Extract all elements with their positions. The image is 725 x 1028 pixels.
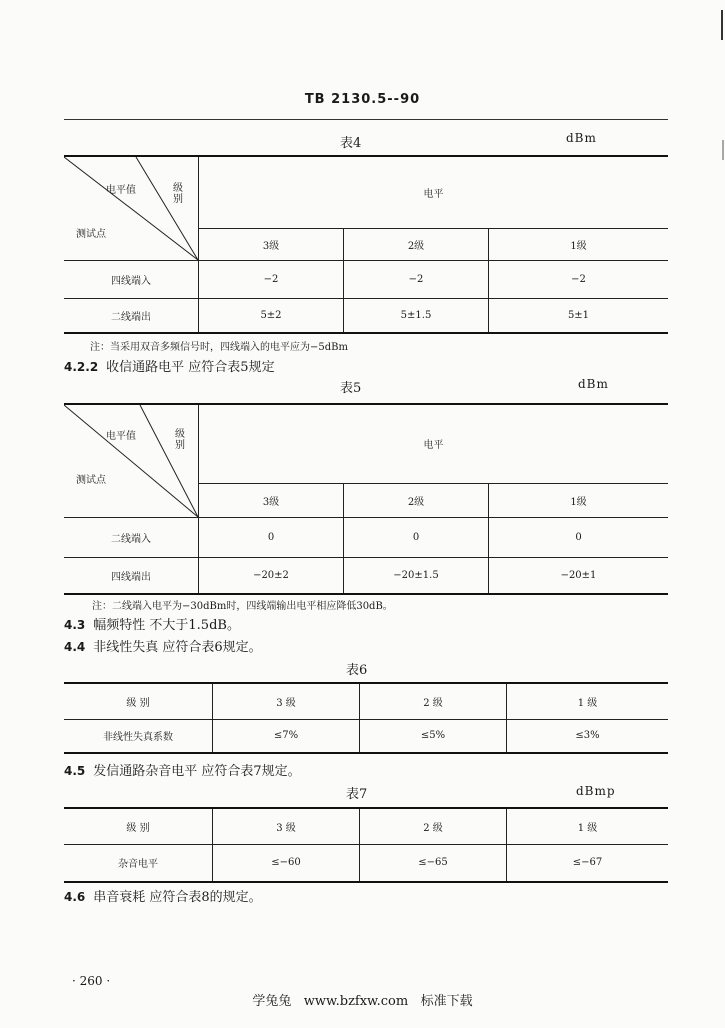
section-4-3: [64, 614, 240, 633]
table6-val2: ≤5%: [360, 719, 507, 753]
table5-corner-cell: [64, 404, 199, 518]
section-text: 串音衰耗 应符合表8的规定。: [93, 890, 262, 905]
table6-header-label: 级 别: [64, 683, 213, 719]
table7-unit: dBmp: [576, 784, 616, 798]
table4: [64, 155, 668, 334]
table4-row2-val1: 5±1: [489, 299, 669, 333]
table7-col-1: 1 级: [507, 808, 669, 844]
table6-val1: ≤3%: [507, 719, 669, 753]
header-rule: [64, 119, 668, 120]
table4-corner-cell: [64, 156, 199, 261]
section-number: 4.3: [64, 618, 86, 632]
table4-row2-val2: 5±1.5: [344, 299, 489, 333]
table4-corner-grade: 级别: [173, 183, 183, 205]
footer-watermark: 学兔兔 www.bzfxw.com 标准下载: [252, 994, 473, 1009]
table5-corner-grade: 级别: [175, 429, 185, 451]
table5-row1-label: 二线端入: [64, 518, 199, 558]
table6-val3: ≤7%: [213, 719, 360, 753]
table7-val1: ≤−67: [507, 844, 669, 882]
table5-row1-val2: 0: [344, 518, 489, 558]
table7-col-3: 3 级: [213, 808, 360, 844]
table7-val3: ≤−60: [213, 844, 360, 882]
table4-diagonal-lines: [64, 157, 198, 260]
section-number: 4.2.2: [64, 360, 99, 374]
table5-row2-val3: −20±2: [199, 558, 344, 594]
table4-note: 注：当采用双音多频信号时，四线端入的电平应为−5dBm: [90, 342, 348, 353]
table4-corner-level-value: 电平值: [106, 185, 136, 196]
table7-caption: 表7: [346, 787, 368, 802]
section-text: 收信通路电平 应符合表5规定: [106, 360, 275, 375]
table-row: [64, 518, 668, 558]
table6-col-2: 2 级: [360, 683, 507, 719]
table5-corner-test-point: 测试点: [76, 475, 106, 486]
table4-caption: 表4: [340, 136, 362, 151]
table7-col-2: 2 级: [360, 808, 507, 844]
table4-col-2: 2级: [344, 228, 489, 260]
table5-unit: dBm: [578, 377, 609, 391]
table5-row1-val1: 0: [489, 518, 669, 558]
scan-edge: [719, 0, 725, 1024]
table7: [64, 807, 668, 883]
table5-corner-level-value: 电平值: [106, 431, 136, 442]
table5-row2-label: 四线端出: [64, 558, 199, 594]
section-text: 幅频特性 不大于1.5dB。: [93, 618, 240, 633]
page-number: · 260 ·: [72, 974, 111, 988]
table5: [64, 403, 668, 595]
section-4-6: [64, 886, 262, 905]
section-number: 4.5: [64, 764, 86, 778]
table6-col-1: 1 级: [507, 683, 669, 719]
table5-row2-val1: −20±1: [489, 558, 669, 594]
table4-row2-label: 二线端出: [64, 299, 199, 333]
table6-col-3: 3 级: [213, 683, 360, 719]
table5-col-2: 2级: [344, 483, 489, 517]
table5-diagonal-lines: [64, 405, 198, 517]
table4-row1-val2: −2: [344, 261, 489, 299]
table-row: [64, 558, 668, 594]
table4-col-3: 3级: [199, 228, 344, 260]
section-4-4: [64, 636, 262, 655]
section-number: 4.6: [64, 890, 86, 904]
table4-group-header: 电平: [199, 156, 669, 228]
table4-unit: dBm: [566, 131, 597, 145]
table5-col-3: 3级: [199, 483, 344, 517]
table7-header-label: 级 别: [64, 808, 213, 844]
table4-row1-val3: −2: [199, 261, 344, 299]
table-row: [64, 719, 668, 753]
table7-val2: ≤−65: [360, 844, 507, 882]
table5-col-1: 1级: [489, 483, 669, 517]
table5-row2-val2: −20±1.5: [344, 558, 489, 594]
table6: [64, 682, 668, 754]
section-4-2-2: [64, 356, 275, 375]
standard-number: TB 2130.5--90: [304, 92, 421, 107]
table-row: [64, 299, 668, 333]
table4-row2-val3: 5±2: [199, 299, 344, 333]
table6-caption: 表6: [346, 663, 368, 678]
table-row: [64, 261, 668, 299]
section-4-5: [64, 760, 301, 779]
table4-row1-label: 四线端入: [64, 261, 199, 299]
table6-row-label: 非线性失真系数: [64, 719, 213, 753]
table5-row1-val3: 0: [199, 518, 344, 558]
scan-edge-lines: [719, 0, 725, 1024]
table4-corner-test-point: 测试点: [76, 229, 106, 240]
section-text: 非线性失真 应符合表6规定。: [93, 640, 262, 655]
table4-col-1: 1级: [489, 228, 669, 260]
section-number: 4.4: [64, 640, 86, 654]
table5-group-header: 电平: [199, 404, 669, 483]
table4-row1-val1: −2: [489, 261, 669, 299]
section-text: 发信通路杂音电平 应符合表7规定。: [93, 764, 301, 779]
table7-row-label: 杂音电平: [64, 844, 213, 882]
table5-note: 注：二线端入电平为−30dBm时，四线端输出电平相应降低30dB。: [92, 601, 393, 612]
table-row: [64, 844, 668, 882]
table5-caption: 表5: [340, 381, 362, 396]
